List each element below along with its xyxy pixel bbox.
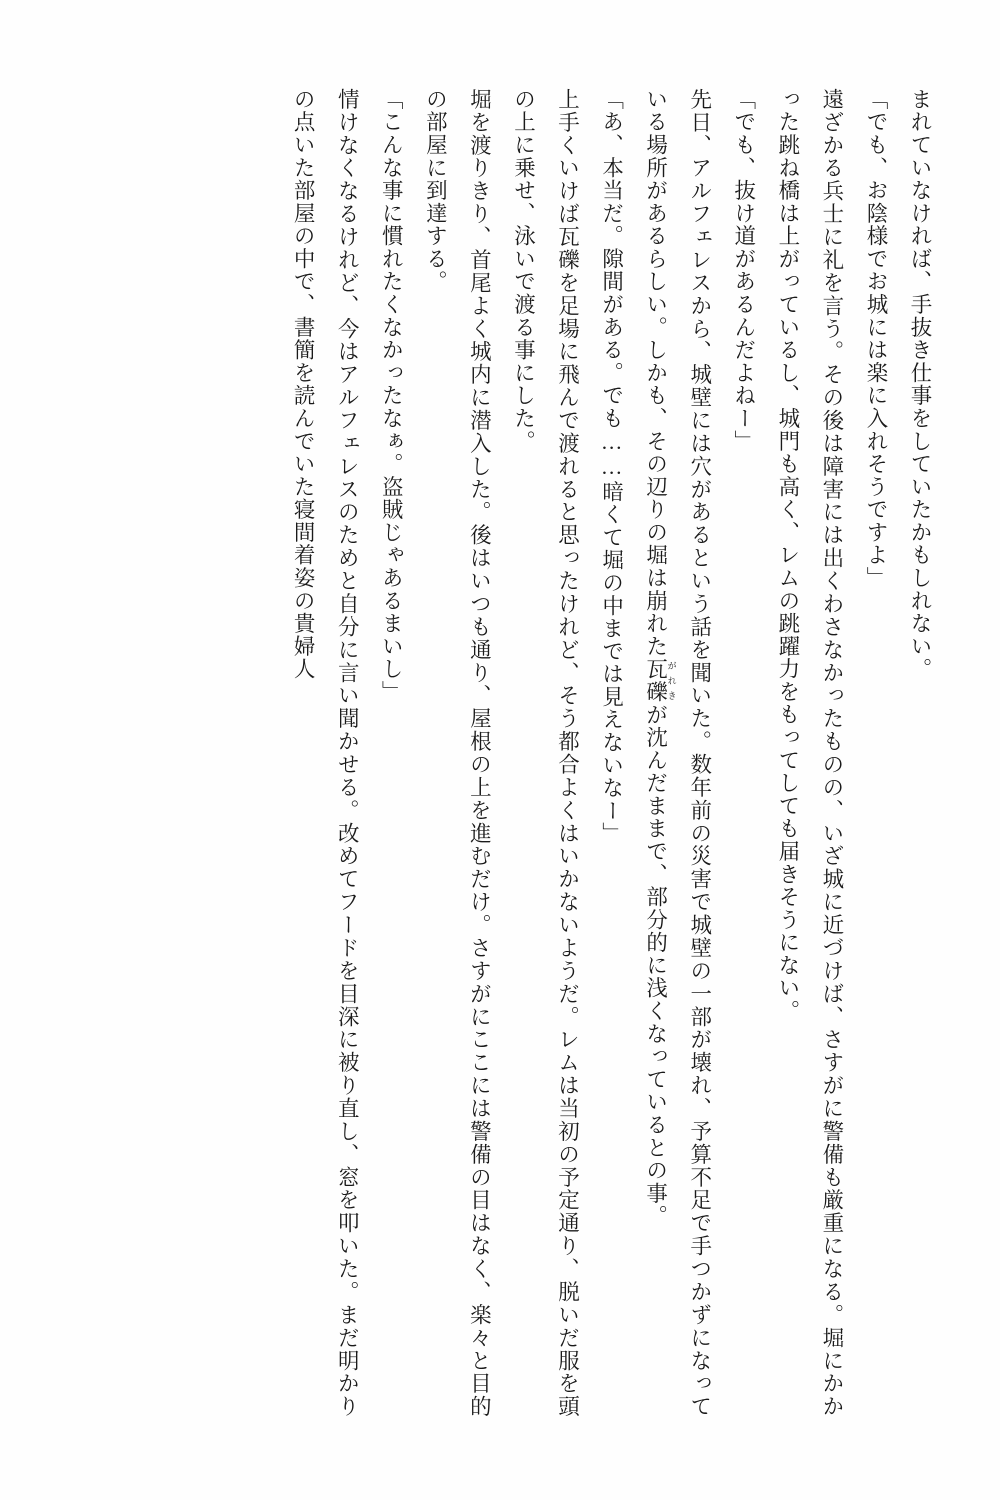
ruby-annotation: 瓦礫 がれき [643,657,677,704]
paragraph: 上手くいけば瓦礫を足場に飛んで渡れると思ったけれど、そう都合よくはいかないようだ。レムは当初の予定通り、脱いだ服を頭の上に乗せ、泳いで渡る事にした。 [511,88,580,1418]
paragraph: まれていなければ、手抜き仕事をしていたかもしれない。 [908,88,932,681]
paragraph: 「あ、本当だ。隙間がある。でも……暗くて堀の中までは見えないなー」 [599,88,624,846]
paragraph-with-ruby [634,88,722,1418]
paragraph-text: 先日、アルフェレスから、城壁には穴があるという話を聞いた。数年前の災害で城壁の一部が壊れ、予算不足で手つかずになっている場所があるらしい。しかも、その辺りの堀は崩れた瓦礫 がれきが沈んだままで、部分的に浅くなっているとの事。 [643,88,712,1418]
paragraph: 堀を渡りきり、首尾よく城内に潜入した。後はいつも通り、屋根の上を進むだけ。さすがにここには警備の目はなく、楽々と目的の部屋に到達する。 [423,88,492,1418]
paragraph: 情けなくなるけれど、今はアルフェレスのためと自分に言い聞かせる。改めてフードを目深に被り直し、窓を叩いた。まだ明かりの点いた部屋の中で、書簡を読んでいた寝間着姿の貴婦人 [291,88,360,1418]
vertical-text-body [58,88,942,1418]
paragraph: 「でも、抜け道があるんだよねー」 [731,88,756,453]
paragraph: 「こんな事に慣れたくなかったなぁ。盗賊じゃあるまいし」 [379,88,404,704]
paragraph: 「でも、お陰様でお城には楽に入れそうですよ」 [863,88,888,590]
paragraph: 遠ざかる兵士に礼を言う。その後は障害には出くわさなかったものの、いざ城に近づけば、さすがに警備も厳重になる。堀にかかった跳ね橋は上がっているし、城門も高く、レムの跳躍力をもってしても届きそうにない。 [775,88,844,1418]
